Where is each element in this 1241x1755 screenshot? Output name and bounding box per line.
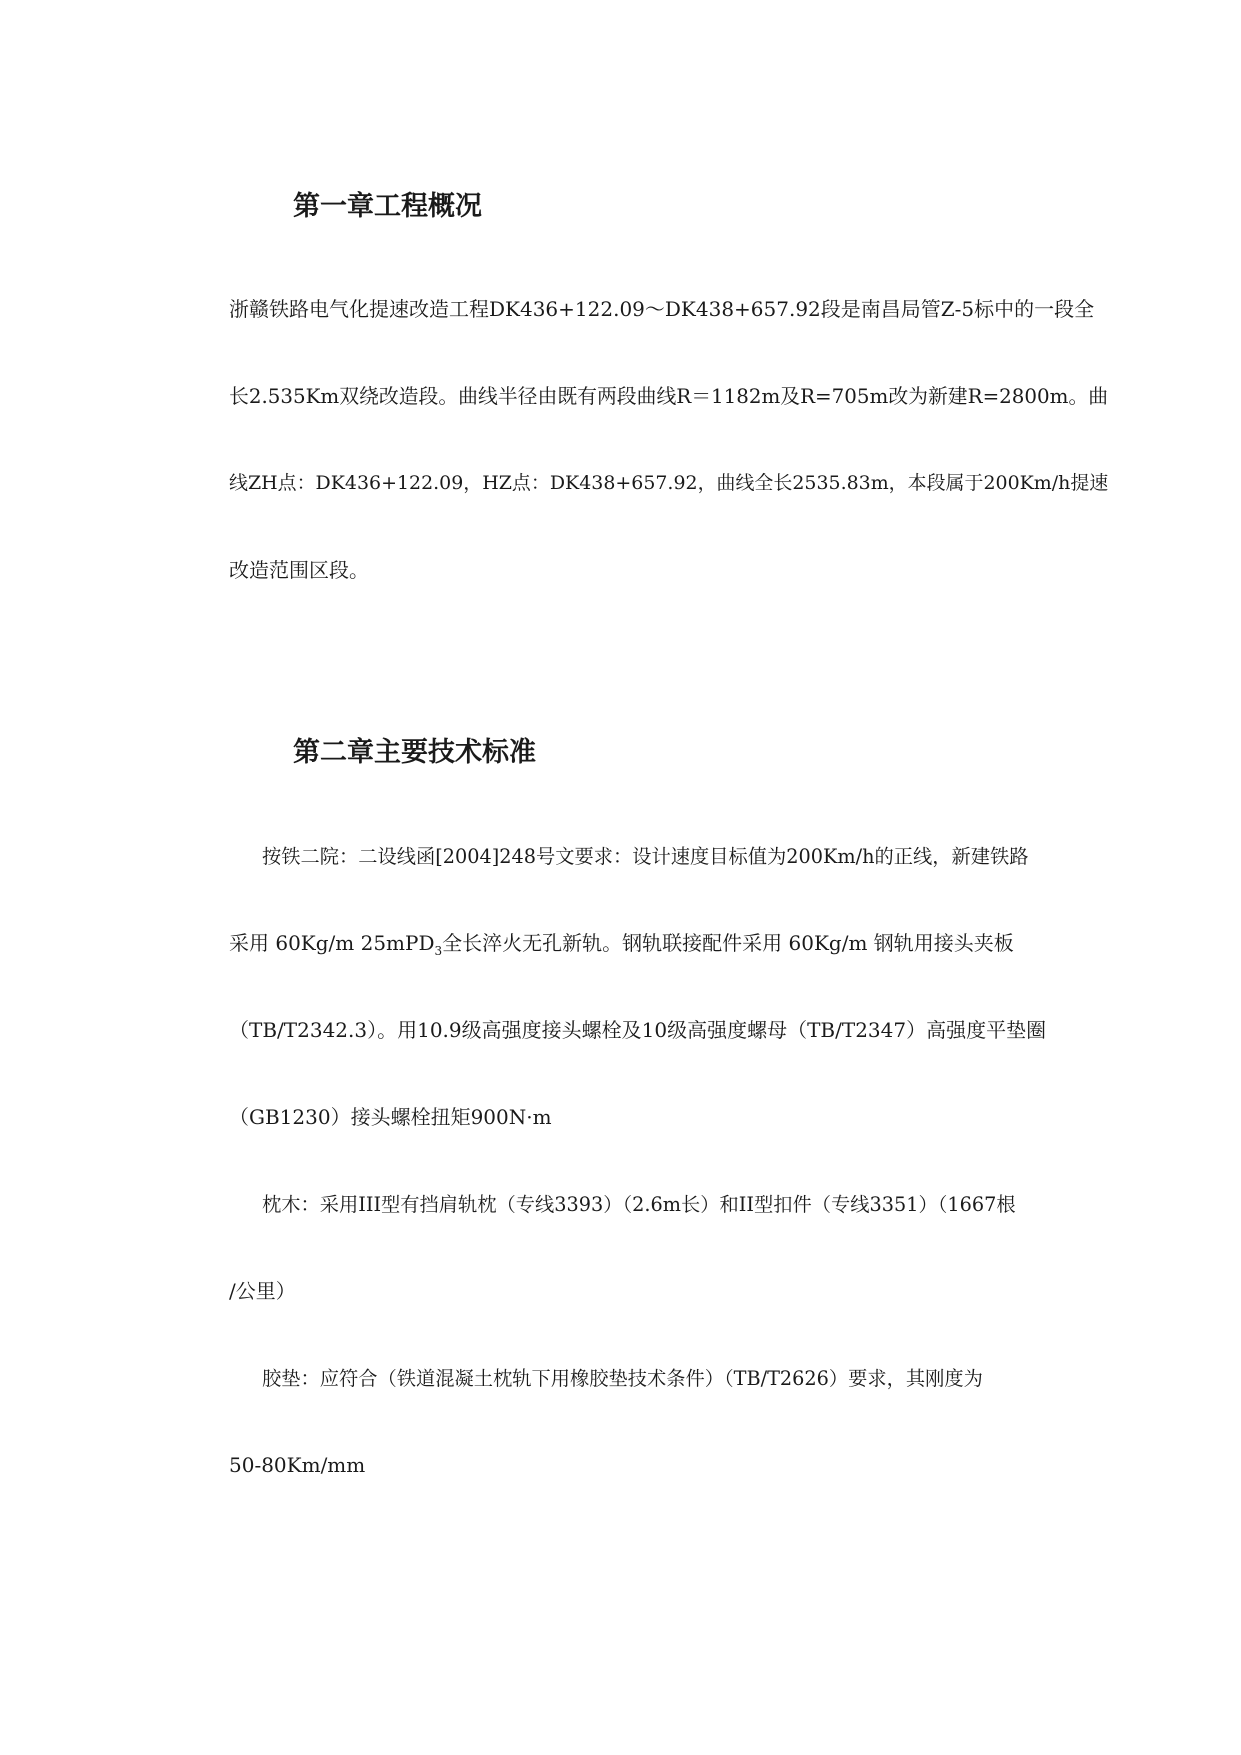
- rail-line-4: （GB1230）接头螺栓扭矩900N·m: [229, 1105, 552, 1129]
- rail-standard-paragraph: [229, 813, 1109, 1161]
- overview-line-3: 线ZH点：DK436+122.09，HZ点：DK438+657.92，曲线全长2535.83m，本段属于200Km/h提速: [229, 472, 1109, 494]
- rail-line-2-before: 采用 60Kg/m 25mPD: [229, 931, 435, 955]
- rail-line-2-after: 全长淬火无孔新轨。钢轨联接配件采用 60Kg/m 钢轨用接头夹板: [442, 931, 1014, 955]
- sleeper-paragraph: [229, 1161, 1109, 1335]
- rail-subscript: 3: [434, 944, 443, 958]
- rail-line-3: （TB/T2342.3）。用10.9级高强度接头螺栓及10级高强度螺母（TB/T2347）高强度平垫圈: [229, 1018, 1047, 1042]
- chapter-1-overview-paragraph: [229, 266, 1109, 614]
- chapter-1-title: 第一章工程概况: [293, 191, 482, 222]
- rail-line-2: [229, 900, 1109, 987]
- rail-line-1: 按铁二院：二设线函[2004]248号文要求：设计速度目标值为200Km/h的正线，新建铁路: [262, 845, 1029, 868]
- sleeper-line-2: /公里）: [229, 1279, 296, 1303]
- pad-line-1: 胶垫：应符合（铁道混凝土枕轨下用橡胶垫技术条件）（TB/T2626）要求，其刚度为: [262, 1367, 983, 1390]
- pad-line-2: 50-80Km/mm: [229, 1453, 366, 1477]
- overview-line-2: 长2.535Km双绕改造段。曲线半径由既有两段曲线R＝1182m及R=705m改为新建R=2800m。曲: [229, 385, 1109, 408]
- overview-line-4: 改造范围区段。: [229, 558, 369, 582]
- rubber-pad-paragraph: [229, 1335, 1109, 1509]
- sleeper-line-1: 枕木：采用III型有挡肩轨枕（专线3393）（2.6m长）和II型扣件（专线3351）（1667根: [262, 1193, 1016, 1216]
- overview-line-1: 浙赣铁路电气化提速改造工程DK436+122.09～DK438+657.92段是南昌局管Z-5标中的一段全: [229, 297, 1095, 321]
- chapter-2-title: 第二章主要技术标准: [293, 737, 536, 768]
